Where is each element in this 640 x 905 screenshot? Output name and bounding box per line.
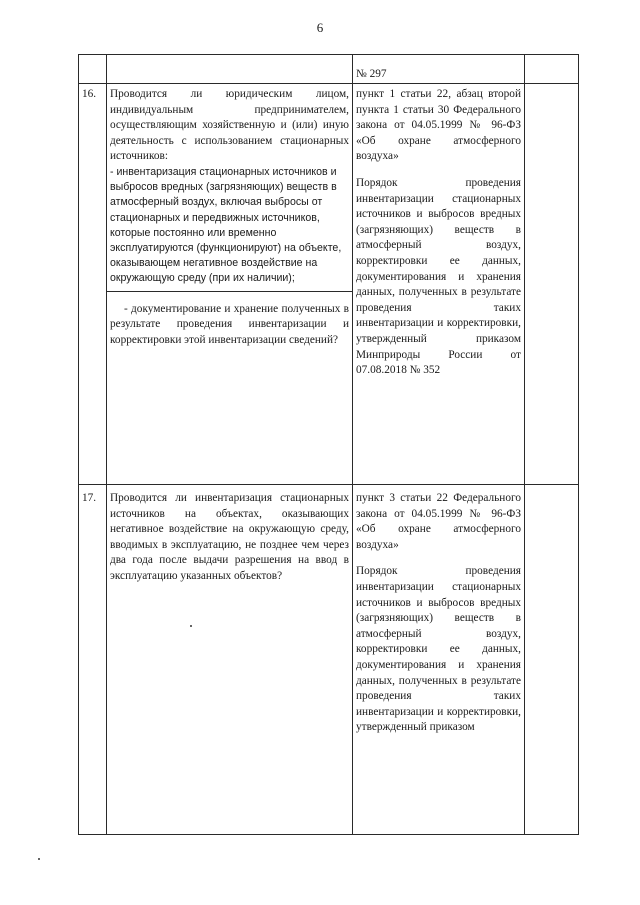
empty-cell [525,84,579,485]
row-number: 17. [79,485,107,835]
question-item-inventory: - инвентаризация стационарных источников и выбросов вредных (загрязняющих) веществ в атмосферный воздух, включая выбросы от стационарных и передвижных источников, которые постоянно или временно эксплуатируются (функционируют) на объекте, оказывающем негативное воздействие на окружающую среду (при их наличии); [110,165,342,285]
question-text: Проводится ли инвентаризация стационарных источников на объектах, оказывающих негативное воздействие на окружающую среду, вводимых в эксплуатацию, не позднее чем через два года после выдачи разрешения на ввод в эксплуатацию указанных объектов? [110,492,349,582]
reference-law: пункт 3 статьи 22 Федерального закона от 04.05.1999 № 96-ФЗ «Об охране атмосферного воздуха» [356,492,521,551]
spacer [356,553,521,564]
inner-divider [107,291,352,292]
scan-speck [38,858,40,860]
table-row-17 [79,485,579,835]
number-cell [79,55,107,84]
question-cell [107,55,353,84]
requirements-table [78,54,579,835]
table-row-continuation [79,55,579,84]
reference-continuation: № 297 [356,68,387,80]
question-cell [107,485,353,835]
reference-law: пункт 1 статьи 22, абзац второй пункта 1 статьи 30 Федерального закона от 04.05.1999 № 96-ФЗ «Об охране атмосферного воздуха» [356,88,521,163]
spacer [356,165,521,176]
empty-cell [525,485,579,835]
row-number: 16. [79,84,107,485]
reference-order: Порядок проведения инвентаризации стационарных источников и выбросов вредных (загрязняющих) веществ в атмосферный воздух, корректировки ее данных, документирования и хранения данных, полученных в результате проведения таких инвентаризации и корректировки, утвержденный приказом [356,565,521,734]
question-item-documenting: - документирование и хранение полученных в результате проведения инвентаризации и корректировки этой инвентаризации сведений? [110,302,349,346]
reference-cell [353,84,525,485]
question-cell [107,84,353,485]
table-row-16 [79,84,579,485]
page-number: 6 [316,20,324,35]
scan-speck [190,625,192,627]
reference-order: Порядок проведения инвентаризации стационарных источников и выбросов вредных (загрязняющих) веществ в атмосферный воздух, корректировки ее данных, документирования и хранения данных, полученных в результате проведения таких инвентаризации и корректировки, утвержденный приказом Минприроды России от 07.08.2018 № 352 [356,176,521,377]
empty-cell [525,55,579,84]
reference-cell [353,55,525,84]
reference-cell [353,485,525,835]
question-intro: Проводится ли юридическим лицом, индивидуальным предпринимателем, осуществляющим хозяйственную и (или) иную деятельность с использованием стационарных источников: [110,88,349,163]
